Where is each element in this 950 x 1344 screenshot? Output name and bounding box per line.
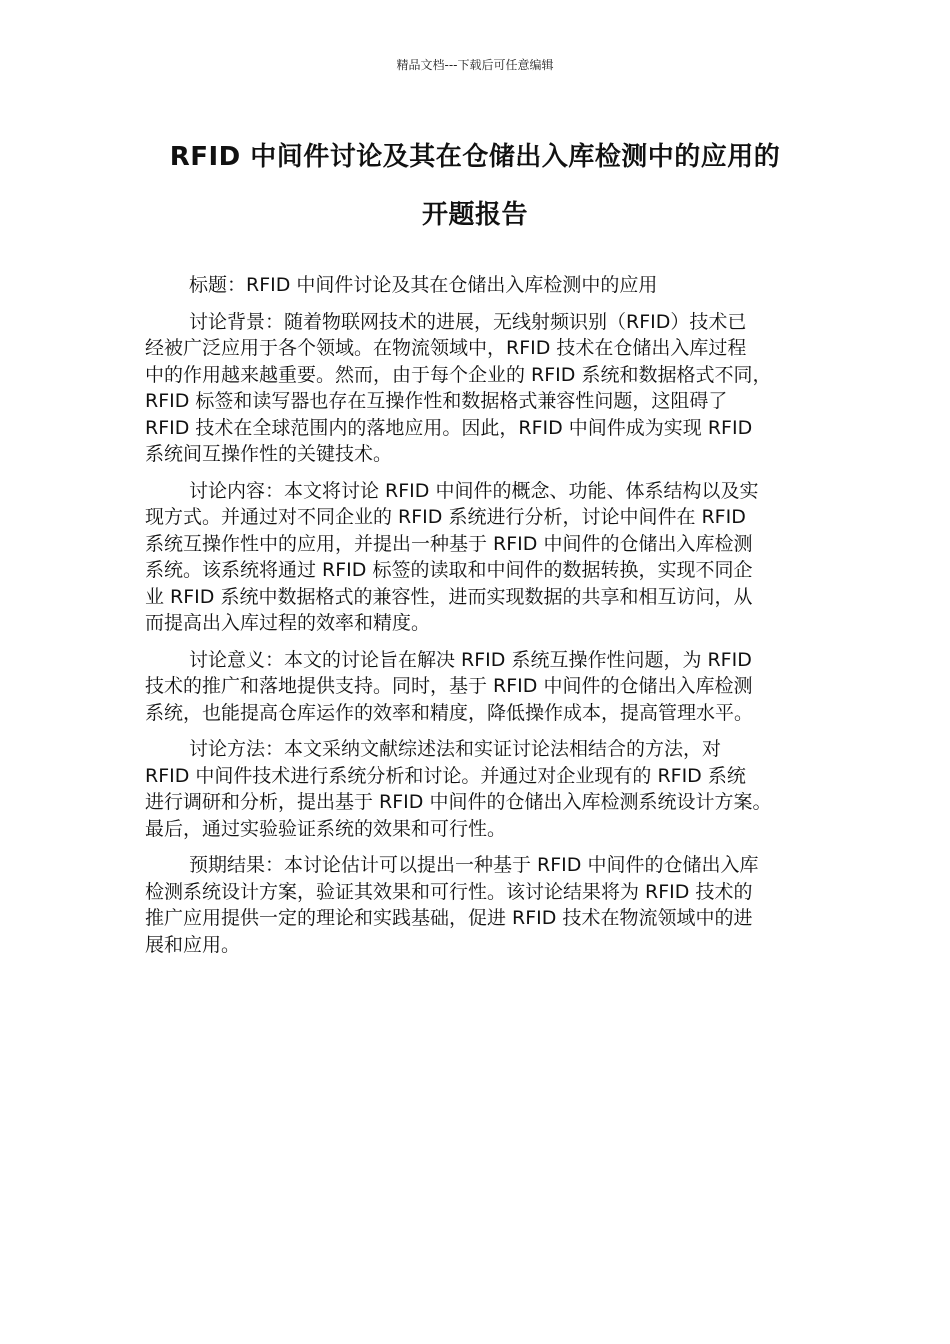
text-line: 系统互操作性中的应用，并提出一种基于 RFID 中间件的仓储出入库检测 [145, 532, 753, 555]
title-line: 开题报告 [421, 200, 528, 230]
text-line: RFID 技术在全球范围内的落地应用。因此，RFID 中间件成为实现 RFID [145, 416, 753, 439]
text-line: 推广应用提供一定的理论和实践基础，促进 RFID 技术在物流领域中的进 [145, 907, 753, 929]
paragraph-method [145, 736, 815, 842]
text-line: 讨论背景：随着物联网技术的进展，无线射频识别（RFID）技术已 [189, 310, 747, 333]
text-line: 展和应用。 [145, 933, 241, 956]
text-line: 系统，也能提高仓库运作的效率和精度，降低操作成本，提高管理水平。 [145, 701, 754, 724]
text-line: 而提高出入库过程的效率和精度。 [145, 612, 431, 634]
text-line: 业 RFID 系统中数据格式的兼容性，进而实现数据的共享和相互访问，从 [145, 585, 753, 608]
text-line: 讨论内容：本文将讨论 RFID 中间件的概念、功能、体系结构以及实 [189, 479, 759, 502]
paragraph-content [145, 478, 815, 637]
text-line: 进行调研和分析，提出基于 RFID 中间件的仓储出入库检测系统设计方案。 [145, 791, 772, 813]
document-body [145, 272, 815, 968]
document-title [120, 128, 830, 244]
text-line: RFID 标签和读写器也存在互操作性和数据格式兼容性问题，这阻碍了 [145, 390, 728, 412]
text-line: 现方式。并通过对不同企业的 RFID 系统进行分析，讨论中间件在 RFID [145, 506, 746, 528]
title-line: RFID 中间件讨论及其在仓储出入库检测中的应用的 [169, 142, 781, 172]
text-line: 预期结果：本讨论估计可以提出一种基于 RFID 中间件的仓储出入库 [189, 854, 759, 876]
paragraph-topic [145, 272, 815, 299]
paragraph-expected-results [145, 852, 815, 958]
text-line: 系统。该系统将通过 RFID 标签的读取和中间件的数据转换，实现不同企 [145, 559, 753, 581]
text-line: 讨论方法：本文采纳文献综述法和实证讨论法相结合的方法，对 [189, 738, 722, 760]
text-line: RFID 中间件技术进行系统分析和讨论。并通过对企业现有的 RFID 系统 [145, 764, 746, 787]
text-line: 标题：RFID 中间件讨论及其在仓储出入库检测中的应用 [189, 274, 658, 296]
paragraph-background [145, 309, 815, 468]
text-line: 中的作用越来越重要。然而，由于每个企业的 RFID 系统和数据格式不同， [145, 363, 772, 386]
text-line: 经被广泛应用于各个领域。在物流领域中，RFID 技术在仓储出入库过程 [145, 337, 747, 359]
paragraph-significance [145, 647, 815, 727]
text-line: 最后，通过实验验证系统的效果和可行性。 [145, 817, 507, 840]
text-line: 讨论意义：本文的讨论旨在解决 RFID 系统互操作性问题，为 RFID [189, 648, 752, 671]
text-line: 技术的推广和落地提供支持。同时，基于 RFID 中间件的仓储出入库检测 [145, 675, 753, 697]
text-line: 检测系统设计方案，验证其效果和可行性。该讨论结果将为 RFID 技术的 [145, 880, 753, 903]
page-header: 精品文档---下载后可任意编辑 [396, 58, 554, 72]
text-line: 系统间互操作性的关键技术。 [145, 443, 393, 465]
